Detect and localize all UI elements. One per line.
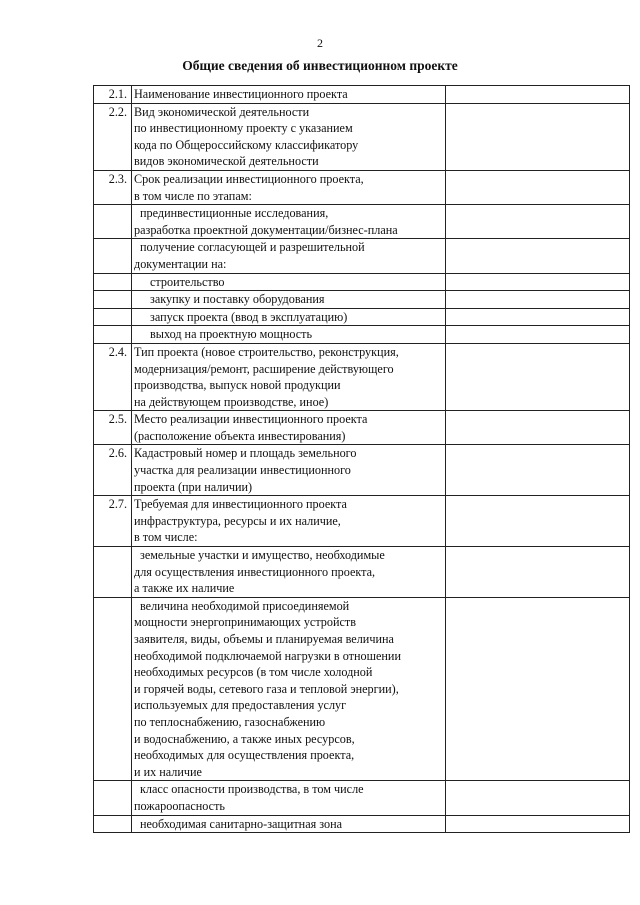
description-line: Кадастровый номер и площадь земельного [134, 446, 357, 461]
row-number [94, 547, 132, 598]
value-cell[interactable] [446, 103, 630, 170]
table-row [94, 326, 630, 344]
row-description [132, 781, 446, 815]
row-number [94, 205, 132, 239]
value-cell[interactable] [446, 496, 630, 547]
row-number [94, 597, 132, 781]
description-line: документации на: [134, 256, 227, 271]
page-title: Общие сведения об инвестиционном проекте [182, 58, 458, 73]
page-number: 2 [317, 36, 323, 50]
description-line: и горячей воды, сетевого газа и тепловой энергии), [134, 681, 399, 696]
description-line: в том числе по этапам: [134, 188, 252, 203]
row-number: 2.3. [94, 170, 132, 204]
value-cell[interactable] [446, 343, 630, 410]
description-line: (расположение объекта инвестирования) [134, 428, 346, 443]
description-line: выход на проектную мощность [150, 327, 313, 342]
table-row [94, 411, 630, 445]
description-line: Срок реализации инвестиционного проекта, [134, 171, 364, 186]
description-line: видов экономической деятельности [134, 154, 319, 169]
value-cell[interactable] [446, 86, 630, 104]
row-description [132, 597, 446, 781]
description-line: для осуществления инвестиционного проекта, [134, 564, 376, 579]
row-description [132, 103, 446, 170]
description-line: необходимой подключаемой нагрузки в отношении [134, 648, 401, 663]
description-line: Вид экономической деятельности [134, 104, 310, 119]
description-line: по теплоснабжению, газоснабжению [134, 714, 326, 729]
description-line: Требуемая для инвестиционного проекта [134, 497, 347, 512]
description-line: земельные участки и имущество, необходимые [140, 548, 385, 563]
description-line: прединвестиционные исследования, [140, 206, 329, 221]
row-number: 2.7. [94, 496, 132, 547]
description-line: заявителя, виды, объемы и планируемая величина [134, 632, 394, 646]
table-row [94, 103, 630, 170]
description-line: строительство [150, 274, 225, 289]
row-description [132, 205, 446, 239]
table-row [94, 291, 630, 309]
row-number: 2.6. [94, 445, 132, 496]
table-row [94, 170, 630, 204]
table-row [94, 86, 630, 104]
row-number [94, 815, 132, 833]
value-cell[interactable] [446, 326, 630, 344]
row-description [132, 308, 446, 326]
value-cell[interactable] [446, 308, 630, 326]
description-line: по инвестиционному проекту с указанием [134, 121, 353, 136]
row-number [94, 291, 132, 309]
table-row [94, 308, 630, 326]
value-cell[interactable] [446, 170, 630, 204]
description-line: производства, выпуск новой продукции [134, 378, 341, 393]
table-row [94, 781, 630, 815]
description-line: участка для реализации инвестиционного [134, 463, 351, 478]
description-line: пожароопасность [134, 798, 225, 813]
description-line: и их наличие [134, 764, 202, 779]
table-row [94, 343, 630, 410]
description-line: мощности энергопринимающих устройств [134, 615, 357, 630]
description-line: класс опасности производства, в том числе [140, 782, 364, 797]
description-line: необходимых для осуществления проекта, [134, 748, 355, 763]
row-number [94, 273, 132, 291]
row-description [132, 496, 446, 547]
value-cell[interactable] [446, 205, 630, 239]
value-cell[interactable] [446, 273, 630, 291]
table-row [94, 547, 630, 598]
description-line: инфраструктура, ресурсы и их наличие, [134, 513, 341, 528]
table-row [94, 597, 630, 781]
description-line: необходимая санитарно-защитная зона [140, 816, 343, 831]
row-description [132, 815, 446, 833]
value-cell[interactable] [446, 239, 630, 273]
table-row [94, 239, 630, 273]
row-description [132, 273, 446, 291]
description-line: и водоснабжению, а также иных ресурсов, [134, 731, 355, 746]
row-description [132, 343, 446, 410]
description-line: модернизация/ремонт, расширение действующего [134, 361, 394, 376]
description-line: получение согласующей и разрешительной [140, 240, 365, 255]
description-line: в том числе: [134, 530, 198, 545]
value-cell[interactable] [446, 445, 630, 496]
investment-project-table [93, 85, 630, 833]
value-cell[interactable] [446, 597, 630, 781]
row-number [94, 326, 132, 344]
description-line: запуск проекта (ввод в эксплуатацию) [150, 309, 348, 324]
description-line: необходимых ресурсов (в том числе холодной [134, 665, 373, 680]
description-line: на действующем производстве, иное) [134, 394, 329, 409]
description-line: разработка проектной документации/бизнес-плана [134, 222, 398, 237]
row-number: 2.1. [94, 86, 132, 104]
description-line: закупку и поставку оборудования [150, 292, 325, 307]
value-cell[interactable] [446, 411, 630, 445]
row-description [132, 86, 446, 104]
description-line: кода по Общероссийскому классификатору [134, 137, 359, 152]
row-description [132, 291, 446, 309]
table-row [94, 273, 630, 291]
description-line: Место реализации инвестиционного проекта [134, 412, 368, 427]
description-line: а также их наличие [134, 581, 235, 596]
row-number [94, 308, 132, 326]
table-row [94, 205, 630, 239]
value-cell[interactable] [446, 291, 630, 309]
row-description [132, 326, 446, 344]
row-description [132, 445, 446, 496]
row-description [132, 547, 446, 598]
description-line: величина необходимой присоединяемой [140, 598, 350, 613]
description-line: проекта (при наличии) [134, 479, 253, 494]
table-row [94, 496, 630, 547]
row-number: 2.4. [94, 343, 132, 410]
value-cell[interactable] [446, 815, 630, 833]
value-cell[interactable] [446, 547, 630, 598]
row-description [132, 411, 446, 445]
row-number: 2.5. [94, 411, 132, 445]
table-row [94, 445, 630, 496]
row-number [94, 781, 132, 815]
row-number: 2.2. [94, 103, 132, 170]
description-line: Тип проекта (новое строительство, реконструкция, [134, 344, 399, 359]
row-number [94, 239, 132, 273]
value-cell[interactable] [446, 781, 630, 815]
row-description [132, 239, 446, 273]
description-line: Наименование инвестиционного проекта [134, 87, 348, 101]
table-row [94, 815, 630, 833]
description-line: используемых для предоставления услуг [134, 698, 347, 713]
row-description [132, 170, 446, 204]
